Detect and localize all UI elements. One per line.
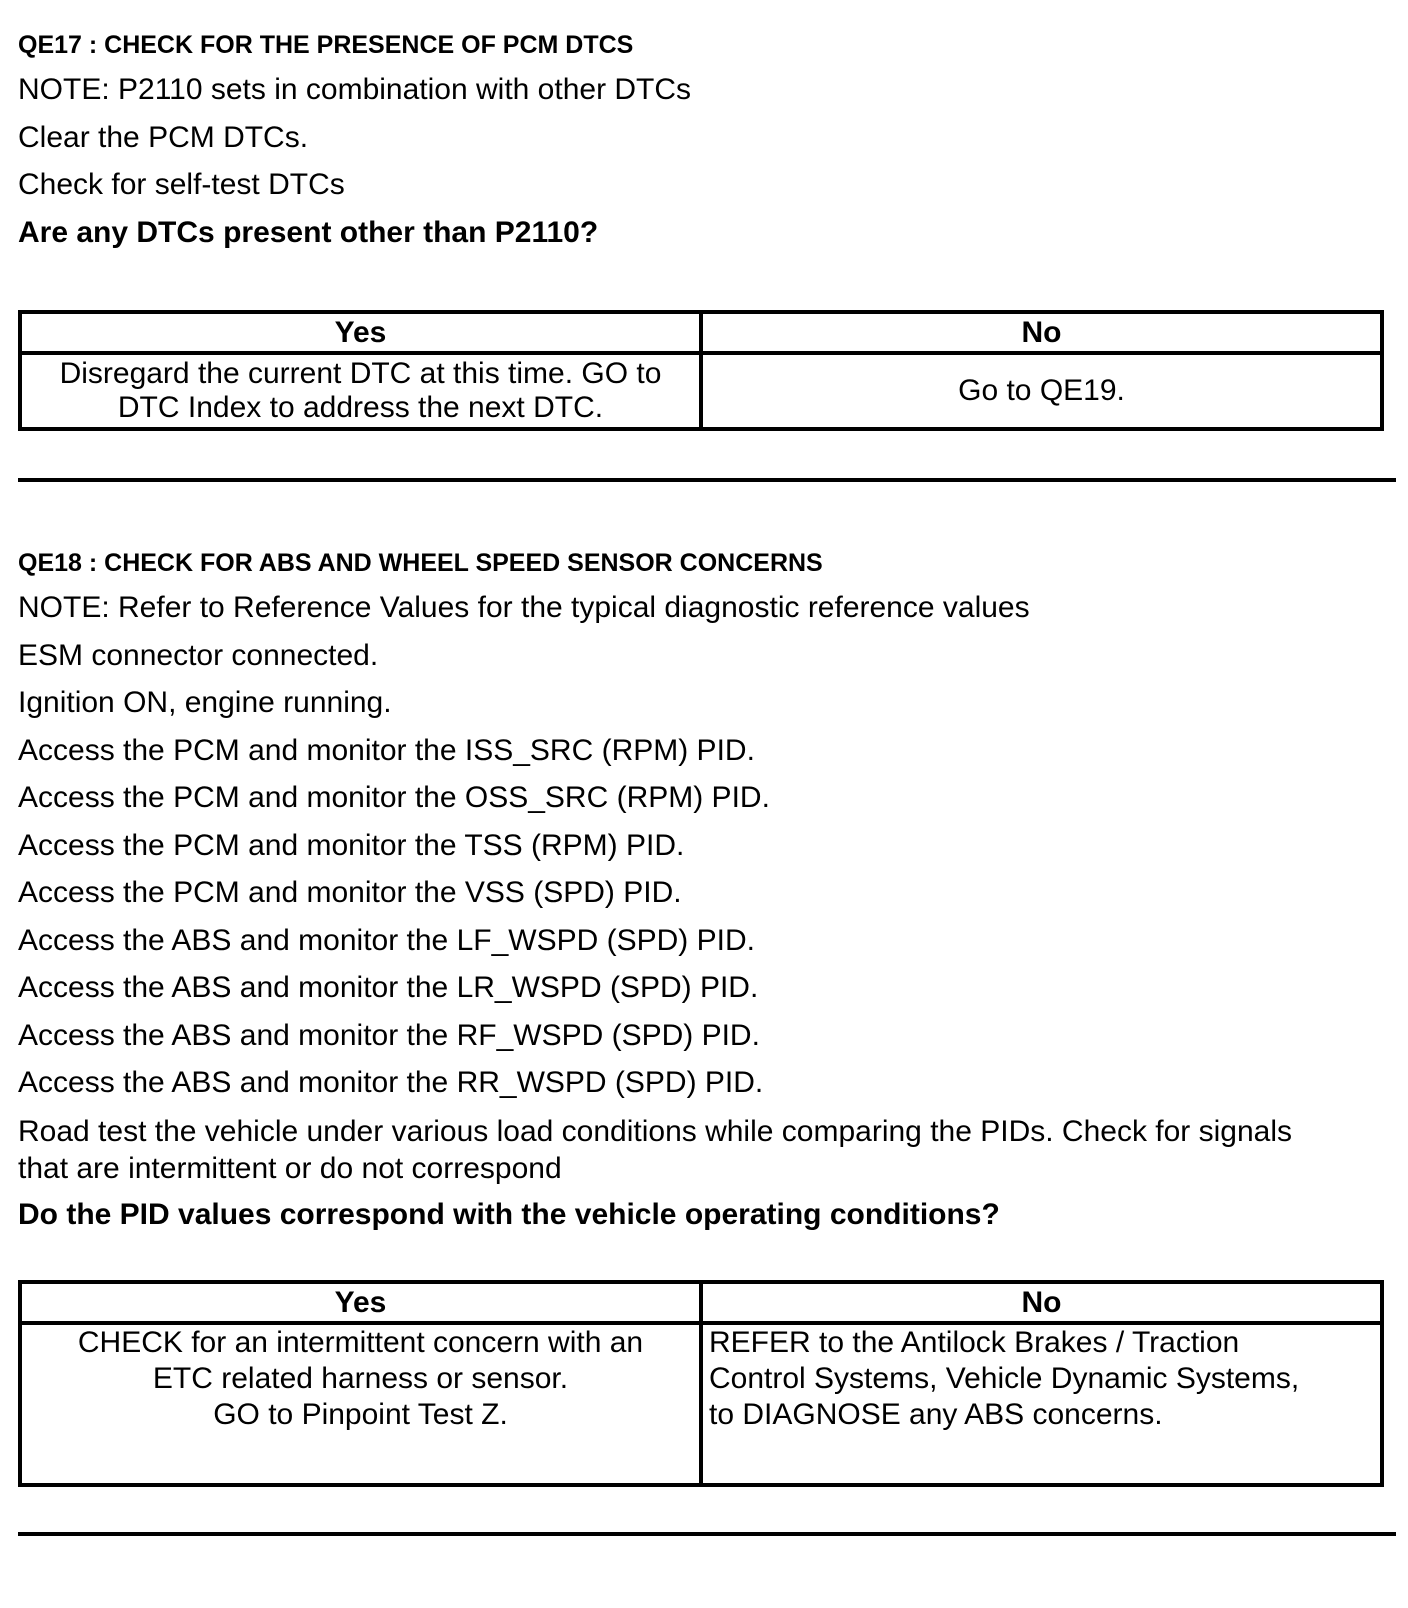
qe17-yes-header: Yes (20, 312, 701, 353)
qe17-title: QE17 : CHECK FOR THE PRESENCE OF PCM DTCS (18, 31, 634, 59)
qe18-line-lf-wspd: Access the ABS and monitor the LF_WSPD (SPD) PID. (18, 923, 755, 957)
section-divider-1 (18, 478, 1396, 482)
qe18-line-vss: Access the PCM and monitor the VSS (SPD) PID. (18, 876, 682, 909)
qe18-result-table (18, 1280, 1384, 1487)
qe18-line-oss: Access the PCM and monitor the OSS_SRC (RPM) PID. (18, 781, 770, 814)
qe18-yes-text-1: CHECK for an intermittent concern with an (77, 1326, 644, 1359)
qe18-line-iss: Access the PCM and monitor the ISS_SRC (RPM) PID. (18, 733, 755, 767)
qe17-section (18, 30, 1388, 256)
qe17-result-table (18, 310, 1384, 431)
qe18-no-text-2: Control Systems, Vehicle Dynamic Systems, (709, 1362, 1300, 1395)
qe18-yes-header: Yes (20, 1282, 701, 1323)
qe17-line-check: Check for self-test DTCs (18, 168, 345, 201)
qe18-section (18, 548, 1388, 1238)
qe17-no-header: No (701, 312, 1382, 353)
qe18-no-cell (701, 1323, 1382, 1485)
qe18-no-text-1: REFER to the Antilock Brakes / Traction (709, 1326, 1240, 1359)
qe18-yes-text-3: GO to Pinpoint Test Z. (213, 1398, 508, 1431)
qe18-line-rf-wspd: Access the ABS and monitor the RF_WSPD (SPD) PID. (18, 1018, 760, 1052)
qe18-line-note: NOTE: Refer to Reference Values for the typical diagnostic reference values (18, 591, 1030, 624)
qe18-yes-cell (20, 1323, 701, 1485)
qe18-line-esm: ESM connector connected. (18, 638, 379, 672)
qe17-yes-text-2: DTC Index to address the next DTC. (117, 391, 604, 424)
qe18-no-text-3: to DIAGNOSE any ABS concerns. (709, 1398, 1163, 1431)
qe17-no-cell: Go to QE19. (701, 353, 1382, 429)
qe18-title: QE18 : CHECK FOR ABS AND WHEEL SPEED SENSOR CONCERNS (18, 549, 823, 577)
qe17-yes-text-1: Disregard the current DTC at this time. GO to (59, 357, 662, 390)
qe18-no-header: No (701, 1282, 1382, 1323)
qe17-line-clear: Clear the PCM DTCs. (18, 120, 309, 154)
section-divider-2 (18, 1532, 1396, 1536)
qe18-question: Do the PID values correspond with the vehicle operating conditions? (18, 1197, 1000, 1231)
qe18-line-tss: Access the PCM and monitor the TSS (RPM) PID. (18, 828, 685, 862)
qe17-question: Are any DTCs present other than P2110? (18, 215, 599, 249)
qe18-line-rr-wspd: Access the ABS and monitor the RR_WSPD (SPD) PID. (18, 1066, 764, 1099)
qe17-line-note: NOTE: P2110 sets in combination with other DTCs (18, 73, 692, 106)
qe18-line-lr-wspd: Access the ABS and monitor the LR_WSPD (SPD) PID. (18, 971, 759, 1004)
qe18-line-ignition: Ignition ON, engine running. (18, 686, 392, 719)
qe17-yes-cell (20, 353, 701, 429)
qe18-yes-text-2: ETC related harness or sensor. (152, 1362, 569, 1395)
qe18-road-test: Road test the vehicle under various load conditions while comparing the PIDs. Check for signals that are intermittent or do not correspond (18, 1114, 1293, 1185)
